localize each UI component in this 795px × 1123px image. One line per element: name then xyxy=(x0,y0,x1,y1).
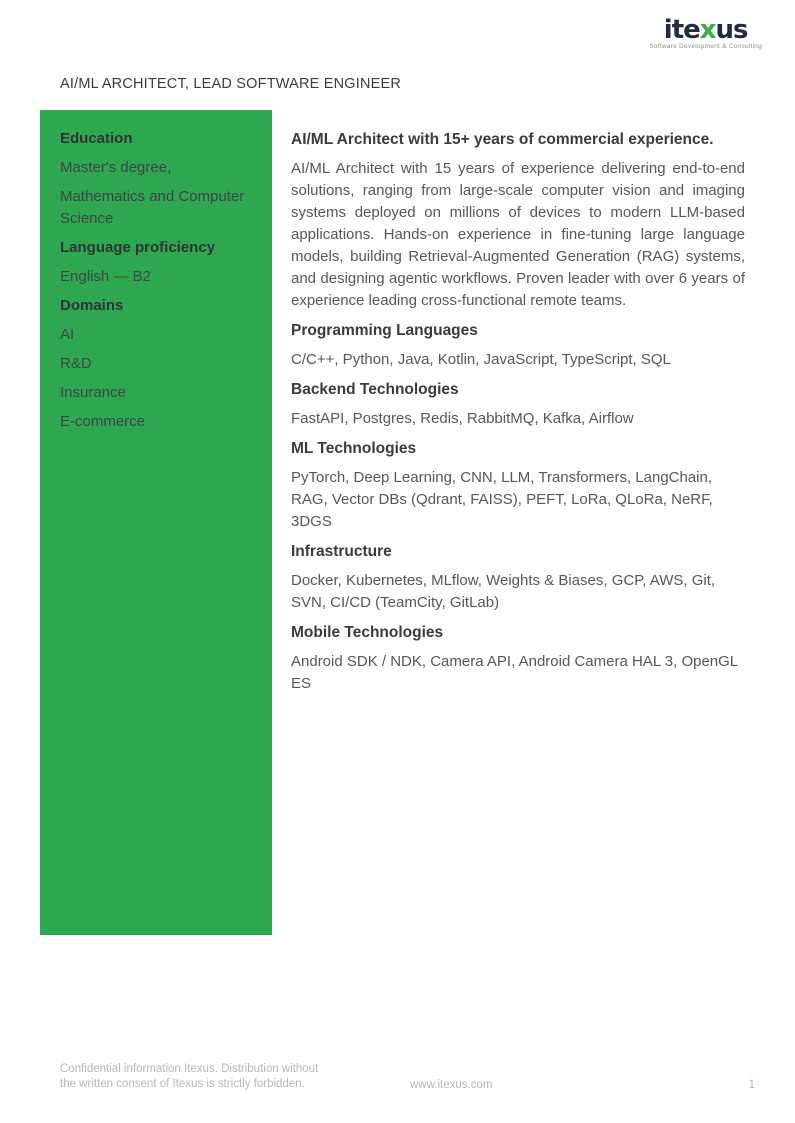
section-heading-backend-technologies: Backend Technologies xyxy=(291,381,459,398)
logo-tagline: Software Development & Consulting xyxy=(649,43,762,50)
sidebar-item-degree: Master's degree, xyxy=(60,159,172,176)
summary-paragraph: AI/ML Architect with 15 years of experience delivering end-to-end solutions, ranging from large-scale computer vision and imaging systems deployed on millions of devices to modern LLM-based applications. Hands-on experience in fine-tuning large language models, building Retrieval-Augmented Generation (RAG) systems, and designing agentic workflows. Proven leader with over 6 years of experience leading cross-functional remote teams. xyxy=(291,160,745,309)
website-url: www.itexus.com xyxy=(410,1079,493,1091)
section-text-programming-languages: C/C++, Python, Java, Kotlin, JavaScript, TypeScript, SQL xyxy=(291,351,671,368)
section-heading-infrastructure: Infrastructure xyxy=(291,543,392,560)
sidebar xyxy=(40,110,272,935)
sidebar-item-domain-ai: AI xyxy=(60,326,75,343)
page-number: 1 xyxy=(748,1079,755,1091)
logo-text-suffix: us xyxy=(715,15,748,45)
section-text-infrastructure: Docker, Kubernetes, MLflow, Weights & Biases, GCP, AWS, Git, SVN, CI/CD (TeamCity, GitLab) xyxy=(291,572,716,611)
sidebar-item-domain-ecommerce: E-commerce xyxy=(60,413,146,430)
sidebar-section-domains xyxy=(60,295,252,433)
section-heading-ml-technologies: ML Technologies xyxy=(291,440,417,457)
itexus-logo xyxy=(649,16,762,50)
sidebar-heading-domains: Domains xyxy=(60,297,124,314)
page-footer xyxy=(60,1062,755,1092)
sidebar-item-domain-rnd: R&D xyxy=(60,355,92,372)
section-text-mobile-technologies: Android SDK / NDK, Camera API, Android Camera HAL 3, OpenGL ES xyxy=(291,653,738,692)
logo-text-prefix: ite xyxy=(663,15,700,45)
experience-headline: AI/ML Architect with 15+ years of commercial experience. xyxy=(291,131,714,148)
confidential-notice-line2: the written consent of Itexus is strictly forbidden. xyxy=(60,1078,305,1090)
section-text-backend-technologies: FastAPI, Postgres, Redis, RabbitMQ, Kafka, Airflow xyxy=(291,410,634,427)
page-title: AI/ML ARCHITECT, LEAD SOFTWARE ENGINEER xyxy=(60,76,402,92)
itexus-wordmark xyxy=(664,16,748,44)
sidebar-item-major: Mathematics and Computer Science xyxy=(60,188,245,227)
logo-x-icon: x xyxy=(699,15,716,45)
section-heading-mobile-technologies: Mobile Technologies xyxy=(291,624,444,641)
sidebar-heading-language: Language proficiency xyxy=(60,239,216,256)
section-text-ml-technologies: PyTorch, Deep Learning, CNN, LLM, Transformers, LangChain, RAG, Vector DBs (Qdrant, FAISS), PEFT, LoRa, QLoRa, NeRF, 3DGS xyxy=(291,469,713,530)
confidential-notice xyxy=(60,1062,390,1092)
sidebar-section-language xyxy=(60,237,252,288)
confidential-notice-line1: Confidential information Itexus. Distribution without xyxy=(60,1063,319,1075)
sidebar-section-education xyxy=(60,128,252,230)
main-column xyxy=(291,110,745,702)
content-area xyxy=(40,110,755,935)
sidebar-heading-education: Education xyxy=(60,130,133,147)
sidebar-item-domain-insurance: Insurance xyxy=(60,384,126,401)
section-heading-programming-languages: Programming Languages xyxy=(291,322,478,339)
sidebar-item-english-level: English — B2 xyxy=(60,268,151,285)
